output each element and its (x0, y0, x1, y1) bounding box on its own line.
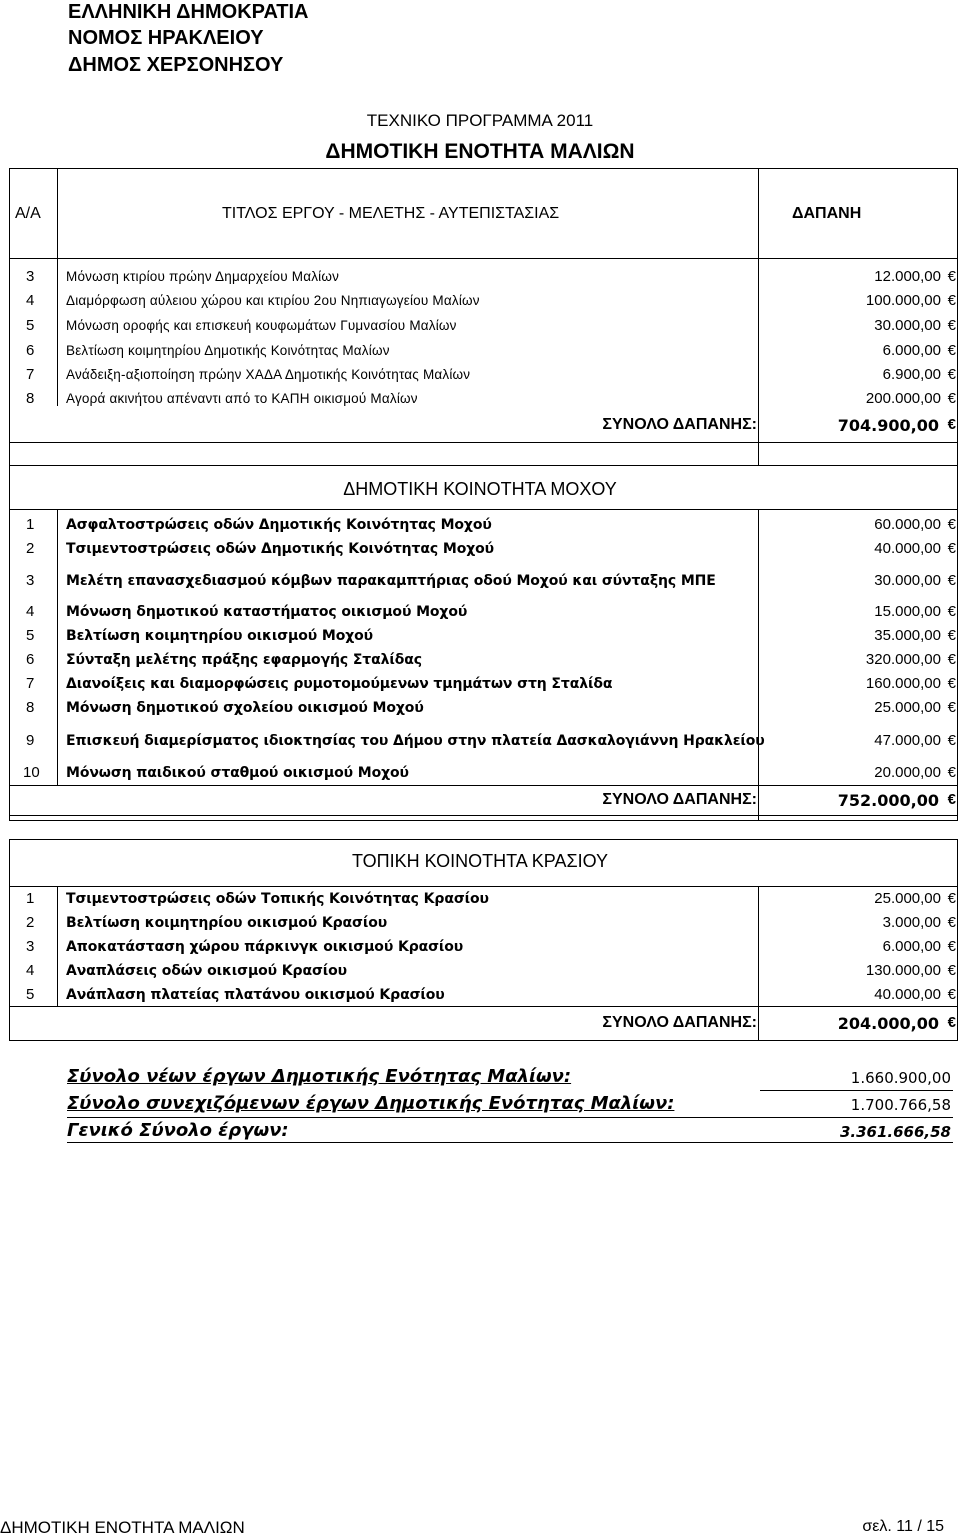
euro-icon: € (947, 651, 956, 668)
section-2-divider (9, 815, 958, 816)
page-number: σελ. 11 / 15 (862, 1518, 944, 1535)
euro-icon: € (947, 516, 956, 533)
euro-icon: € (947, 268, 956, 285)
summary-underline (67, 1142, 953, 1143)
section-3-divider (758, 886, 759, 1041)
euro-icon: € (947, 699, 956, 716)
euro-icon: € (947, 416, 956, 433)
euro-icon: € (947, 986, 956, 1003)
footer-unit: ΔΗΜΟΤΙΚΗ ΕΝΟΤΗΤΑ ΜΑΛΙΩΝ (0, 1518, 245, 1537)
section-3-title: ΤΟΠΙΚΗ ΚΟΙΝΟΤΗΤΑ ΚΡΑΣΙΟΥ (351, 851, 609, 871)
euro-icon: € (947, 890, 956, 907)
euro-icon: € (947, 572, 956, 589)
section-3-divider (9, 886, 958, 887)
summary-underline (760, 1090, 953, 1091)
euro-icon: € (947, 540, 956, 557)
euro-icon: € (947, 962, 956, 979)
org-line-country: ΕΛΛΗΝΙΚΗ ΔΗΜΟΚΡΑΤΙΑ (68, 1, 309, 23)
section-2-title: ΔΗΜΟΤΙΚΗ ΚΟΙΝΟΤΗΤΑ ΜΟΧΟΥ (343, 479, 617, 499)
euro-icon: € (947, 390, 956, 407)
euro-icon: € (947, 366, 956, 383)
summary-underline (67, 1117, 953, 1118)
column-header-cost: ΔΑΠΑΝΗ (758, 168, 958, 259)
euro-icon: € (947, 675, 956, 692)
org-line-prefecture: ΝΟΜΟΣ ΗΡΑΚΛΕΙΟΥ (68, 27, 264, 49)
unit-title: ΔΗΜΟΤΙΚΗ ΕΝΟΤΗΤΑ ΜΑΛΙΩΝ (325, 140, 635, 163)
summary-grand-total: Γενικό Σύνολο έργων: 3.361.666,58 (67, 1120, 951, 1141)
section-3-divider (9, 1006, 958, 1007)
summary-ongoing-works: Σύνολο συνεχιζόμενων έργων Δημοτικής Ενότητας Μαλίων: 1.700.766,58 (67, 1093, 951, 1114)
section-3-divider (57, 886, 58, 1006)
section-2-divider (758, 509, 759, 821)
section-1-divider (758, 258, 759, 466)
column-header-title: ΤΙΤΛΟΣ ΕΡΓΟΥ - ΜΕΛΕΤΗΣ - ΑΥΤΕΠΙΣΤΑΣΙΑΣ (57, 168, 759, 259)
euro-icon: € (947, 627, 956, 644)
summary-new-works: Σύνολο νέων έργων Δημοτικής Ενότητας Μαλίων: 1.660.900,00 (67, 1066, 951, 1087)
section-1-divider (57, 258, 58, 406)
euro-icon: € (947, 914, 956, 931)
section-1-divider (9, 442, 958, 443)
euro-icon: € (947, 791, 956, 808)
euro-icon: € (947, 764, 956, 781)
euro-icon: € (947, 732, 956, 749)
column-header-no: Α/Α (9, 168, 58, 259)
euro-icon: € (947, 1014, 956, 1031)
section-2-divider (9, 509, 958, 510)
euro-icon: € (947, 317, 956, 334)
euro-icon: € (947, 342, 956, 359)
euro-icon: € (947, 292, 956, 309)
org-line-municipality: ΔΗΜΟΣ ΧΕΡΣΟΝΗΣΟΥ (68, 54, 284, 76)
section-2-divider (57, 509, 58, 785)
program-title: ΤΕΧΝΙΚΟ ΠΡΟΓΡΑΜΜΑ 2011 (366, 111, 594, 130)
euro-icon: € (947, 938, 956, 955)
section-2-divider (9, 785, 958, 786)
section-1-frame (9, 258, 958, 466)
euro-icon: € (947, 603, 956, 620)
